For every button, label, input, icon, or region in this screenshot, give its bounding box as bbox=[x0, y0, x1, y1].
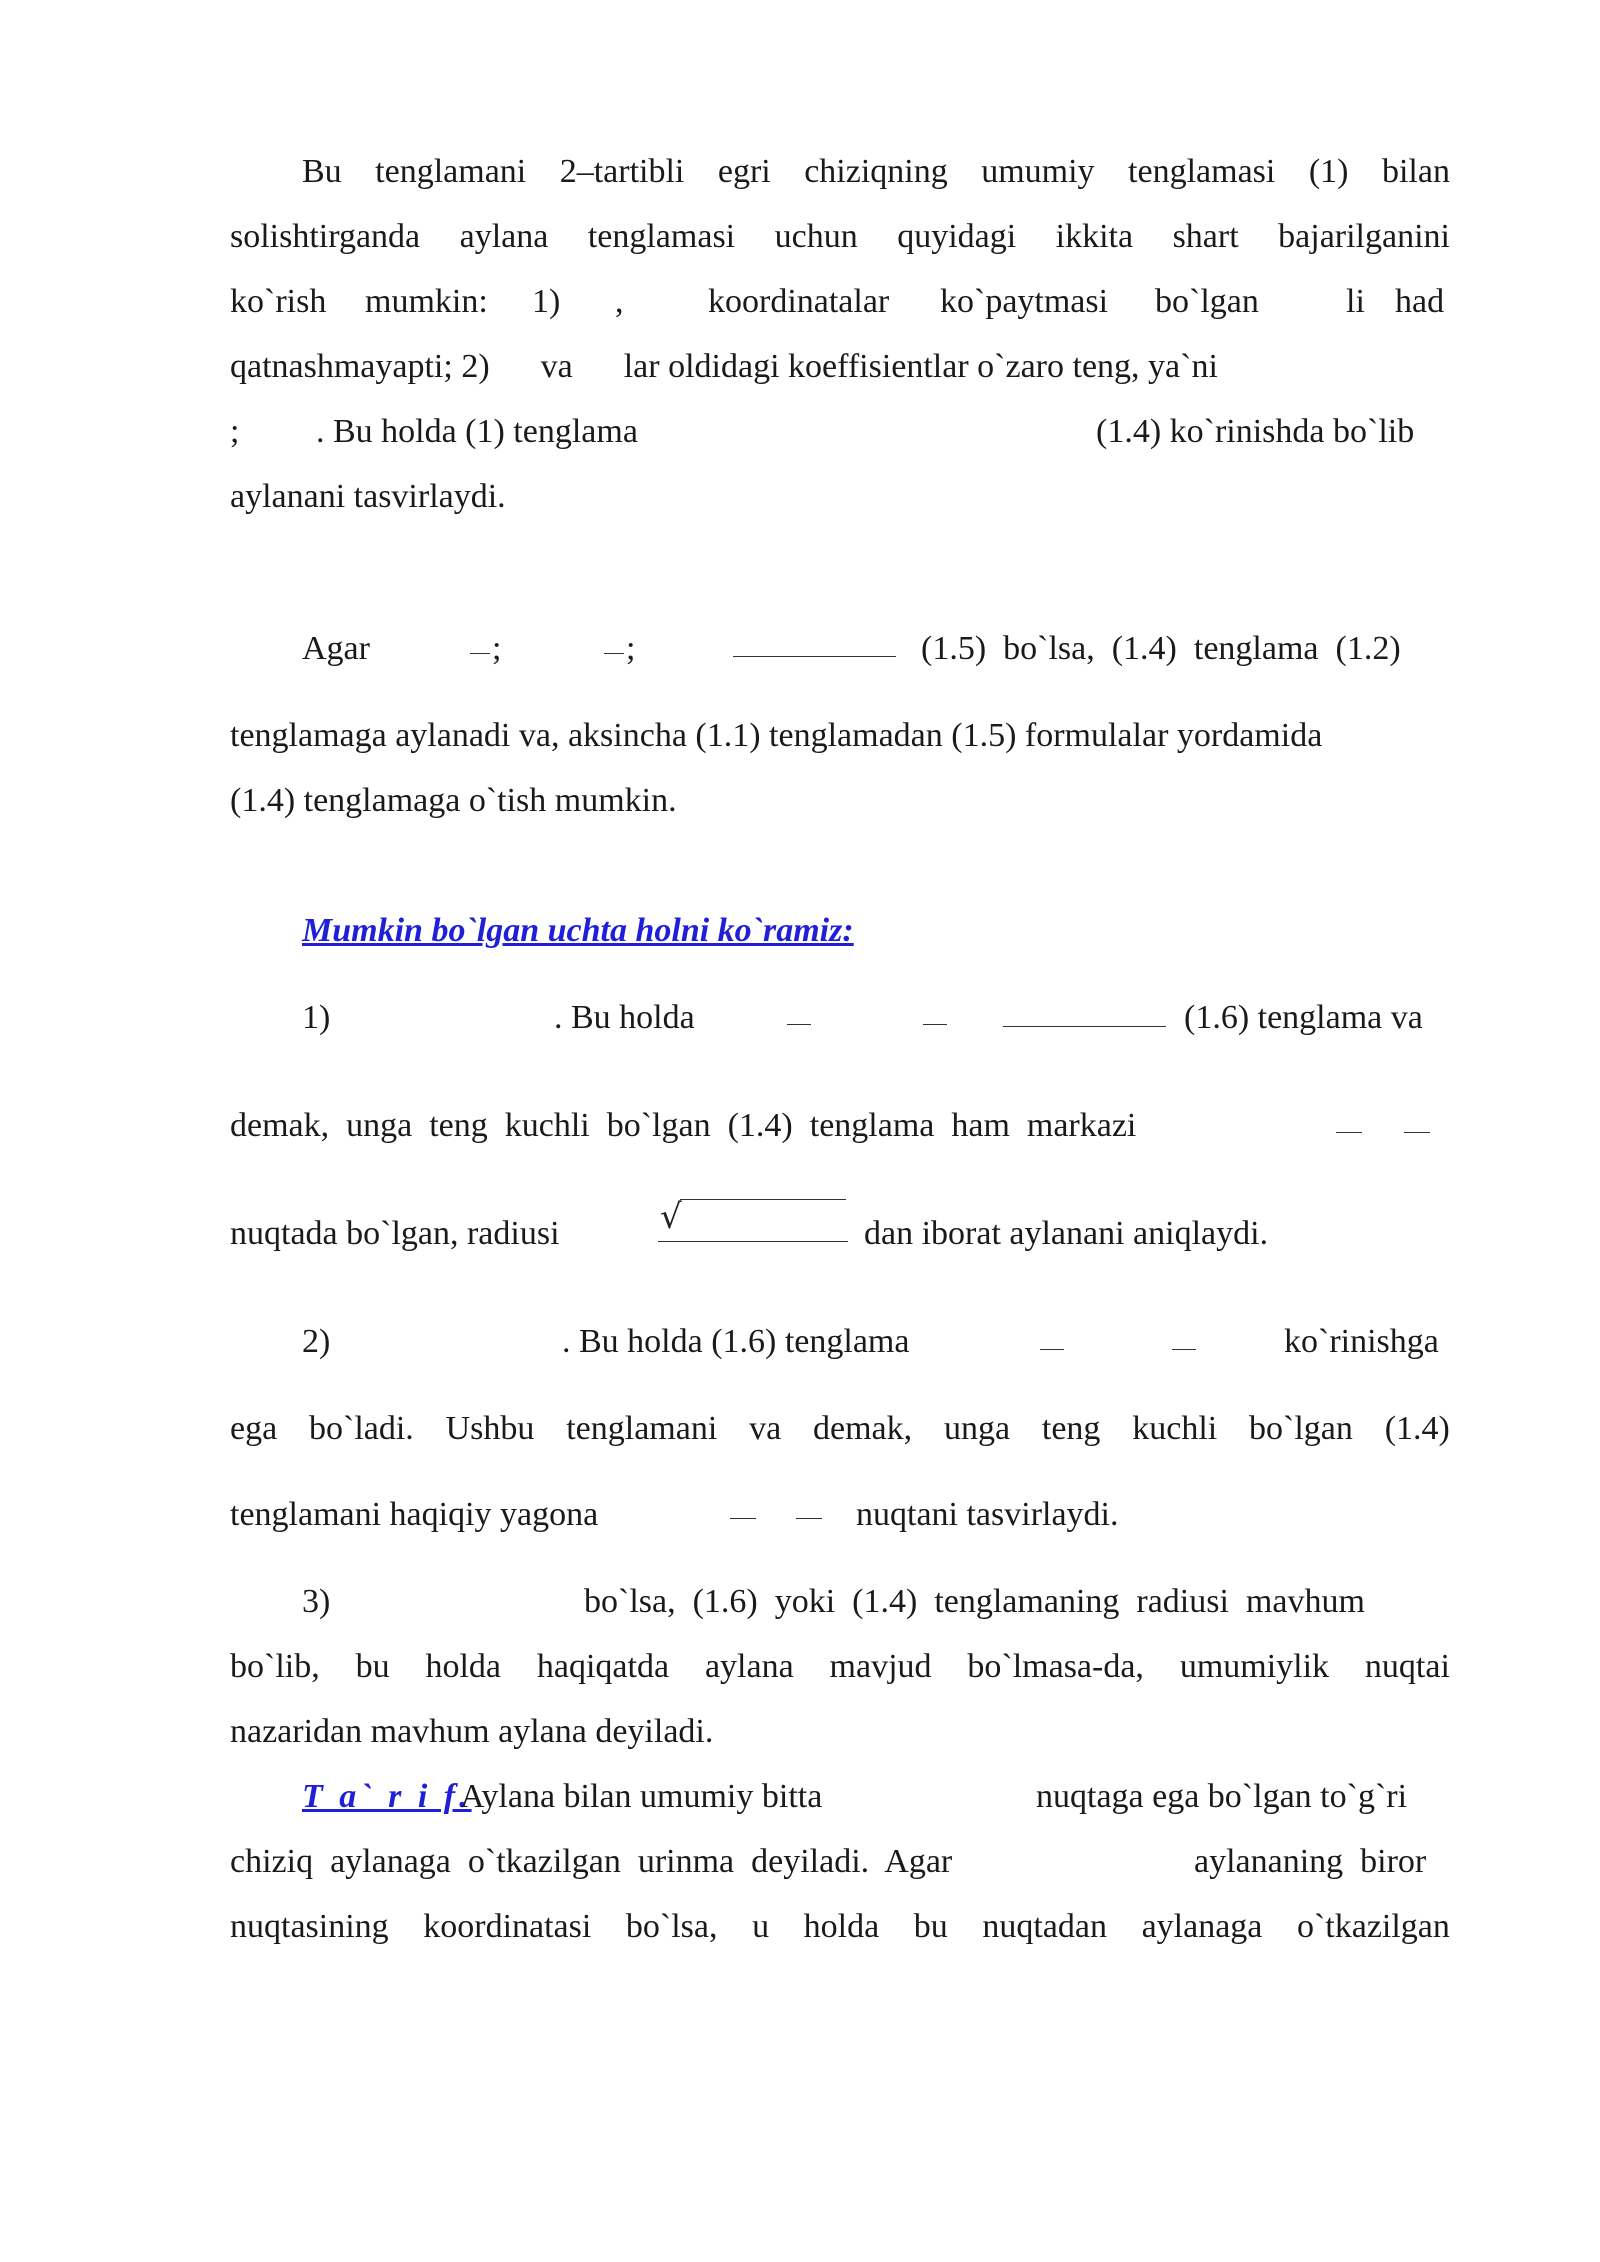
fraction-bar bbox=[604, 653, 624, 654]
para1-line5-a: ; . Bu holda (1) tenglama bbox=[230, 413, 638, 450]
fraction-bar bbox=[730, 1518, 756, 1519]
case2-text-b: ko`rinishga bbox=[1284, 1323, 1439, 1360]
word: chiziqning bbox=[804, 153, 948, 190]
word: demak, bbox=[813, 1410, 913, 1447]
word: ega bbox=[230, 1410, 278, 1447]
para1-line4: qatnashmayapti; 2) va lar oldidagi koeffisientlar o`zaro teng, ya`ni bbox=[230, 348, 1218, 385]
fraction-bar bbox=[1404, 1132, 1430, 1133]
word: tenglamasi bbox=[587, 218, 736, 255]
word: tenglamani bbox=[375, 153, 527, 190]
fraction-bar bbox=[1336, 1132, 1362, 1133]
word: koordinatalar bbox=[708, 283, 890, 320]
case2-line2 bbox=[230, 1409, 1450, 1450]
para2-semicolon-2: ; bbox=[626, 630, 636, 667]
case1-line2: demak, unga teng kuchli bo`lgan (1.4) tenglama ham markazi bbox=[230, 1107, 1137, 1144]
word: shart bbox=[1172, 218, 1239, 255]
word: solishtirganda bbox=[230, 218, 421, 255]
word: aylanaga bbox=[1141, 1908, 1263, 1945]
word: o`tkazilgan bbox=[1296, 1908, 1450, 1945]
word: bo`ladi. bbox=[309, 1410, 414, 1447]
case3-number: 3) bbox=[302, 1583, 331, 1620]
case2-line3-a: tenglamani haqiqiy yagona bbox=[230, 1496, 599, 1533]
para1-line1 bbox=[302, 152, 1450, 193]
word: quyidagi bbox=[897, 218, 1017, 255]
word: ko`rish bbox=[230, 283, 327, 320]
fraction-bar-long bbox=[658, 1241, 848, 1242]
word: mavjud bbox=[829, 1648, 932, 1685]
word: (1.4) bbox=[1384, 1410, 1450, 1447]
definition-line2-a: chiziq aylanaga o`tkazilgan urinma deyiladi. Agar bbox=[230, 1843, 953, 1880]
word: tenglamasi bbox=[1128, 153, 1276, 190]
case3-line2 bbox=[230, 1647, 1450, 1688]
word: li bbox=[1346, 283, 1365, 320]
case1-text-b: (1.6) tenglama va bbox=[1184, 999, 1423, 1036]
word: nuqtai bbox=[1364, 1648, 1450, 1685]
case2-number: 2) bbox=[302, 1323, 331, 1360]
word: bajarilganini bbox=[1278, 218, 1450, 255]
word: bo`lsa, bbox=[625, 1908, 718, 1945]
word: holda bbox=[425, 1648, 502, 1685]
para2-line2: tenglamaga aylanadi va, aksincha (1.1) tenglamadan (1.5) formulalar yordamida bbox=[230, 717, 1323, 754]
word: tenglamani bbox=[566, 1410, 718, 1447]
word: kuchli bbox=[1132, 1410, 1218, 1447]
word: uchun bbox=[774, 218, 858, 255]
para1-line6: aylanani tasvirlaydi. bbox=[230, 478, 506, 515]
word: nuqtasining bbox=[230, 1908, 389, 1945]
word: aylana bbox=[459, 218, 549, 255]
word: egri bbox=[717, 153, 771, 190]
definition-line3 bbox=[230, 1907, 1450, 1948]
fraction-bar bbox=[1172, 1349, 1196, 1350]
word: bu bbox=[355, 1648, 390, 1685]
word: u bbox=[752, 1908, 770, 1945]
word: 1) bbox=[532, 283, 561, 320]
word: bilan bbox=[1381, 153, 1450, 190]
word: mumkin: bbox=[365, 283, 488, 320]
case1-text-a: . Bu holda bbox=[554, 999, 695, 1036]
para1-line5-b: (1.4) ko`rinishda bo`lib bbox=[1096, 413, 1415, 450]
fraction-bar bbox=[923, 1024, 947, 1025]
definition-label: T a` r i f. bbox=[302, 1778, 472, 1815]
sqrt-vinculum bbox=[680, 1199, 846, 1200]
word: bo`lmasa-da, bbox=[967, 1648, 1144, 1685]
fraction-bar bbox=[470, 653, 490, 654]
fraction-bar bbox=[1040, 1349, 1064, 1350]
para2-agar: Agar bbox=[302, 630, 370, 667]
word: ikkita bbox=[1055, 218, 1134, 255]
fraction-bar bbox=[796, 1518, 822, 1519]
para2-line3: (1.4) tenglamaga o`tish mumkin. bbox=[230, 782, 677, 819]
word: nuqtadan bbox=[982, 1908, 1107, 1945]
word: bo`lgan bbox=[1249, 1410, 1353, 1447]
sqrt-icon: √ bbox=[660, 1197, 682, 1237]
case1-line3-a: nuqtada bo`lgan, radiusi bbox=[230, 1215, 560, 1252]
definition-text-a: Aylana bilan umumiy bitta bbox=[460, 1778, 823, 1815]
word: holda bbox=[803, 1908, 880, 1945]
para2-tail: (1.5) bo`lsa, (1.4) tenglama (1.2) bbox=[921, 630, 1401, 667]
section-heading: Mumkin bo`lgan uchta holni ko`ramiz: bbox=[302, 912, 854, 949]
word: teng bbox=[1041, 1410, 1101, 1447]
word: (1) bbox=[1308, 153, 1349, 190]
para1-line2 bbox=[230, 217, 1450, 258]
word: va bbox=[749, 1410, 782, 1447]
word: Bu bbox=[302, 153, 342, 190]
case3-line3: nazaridan mavhum aylana deyiladi. bbox=[230, 1713, 714, 1750]
case1-line3-b: dan iborat aylanani aniqlaydi. bbox=[864, 1215, 1269, 1252]
case1-number: 1) bbox=[302, 999, 331, 1036]
word: aylana bbox=[704, 1648, 794, 1685]
definition-text-b: nuqtaga ega bo`lgan to`g`ri bbox=[1036, 1778, 1408, 1815]
word: had bbox=[1395, 283, 1445, 320]
word: , bbox=[615, 283, 624, 320]
word: Ushbu bbox=[445, 1410, 535, 1447]
word: bo`lgan bbox=[1155, 283, 1259, 320]
case2-text-a: . Bu holda (1.6) tenglama bbox=[562, 1323, 910, 1360]
word: haqiqatda bbox=[536, 1648, 670, 1685]
word: 2–tartibli bbox=[559, 153, 685, 190]
fraction-bar-long bbox=[733, 656, 896, 657]
word: umumiylik bbox=[1179, 1648, 1330, 1685]
word: ko`paytmasi bbox=[940, 283, 1109, 320]
word: unga bbox=[943, 1410, 1011, 1447]
fraction-bar bbox=[787, 1024, 811, 1025]
word: bo`lib, bbox=[230, 1648, 320, 1685]
definition-line2-b: aylananing biror bbox=[1194, 1843, 1427, 1880]
para2-semicolon-1: ; bbox=[492, 630, 502, 667]
word: bu bbox=[913, 1908, 948, 1945]
word: koordinatasi bbox=[423, 1908, 592, 1945]
case2-line3-b: nuqtani tasvirlaydi. bbox=[856, 1496, 1119, 1533]
fraction-bar-long bbox=[1003, 1026, 1166, 1027]
word: umumiy bbox=[981, 153, 1095, 190]
case3-text-a: bo`lsa, (1.6) yoki (1.4) tenglamaning radiusi mavhum bbox=[584, 1583, 1365, 1620]
